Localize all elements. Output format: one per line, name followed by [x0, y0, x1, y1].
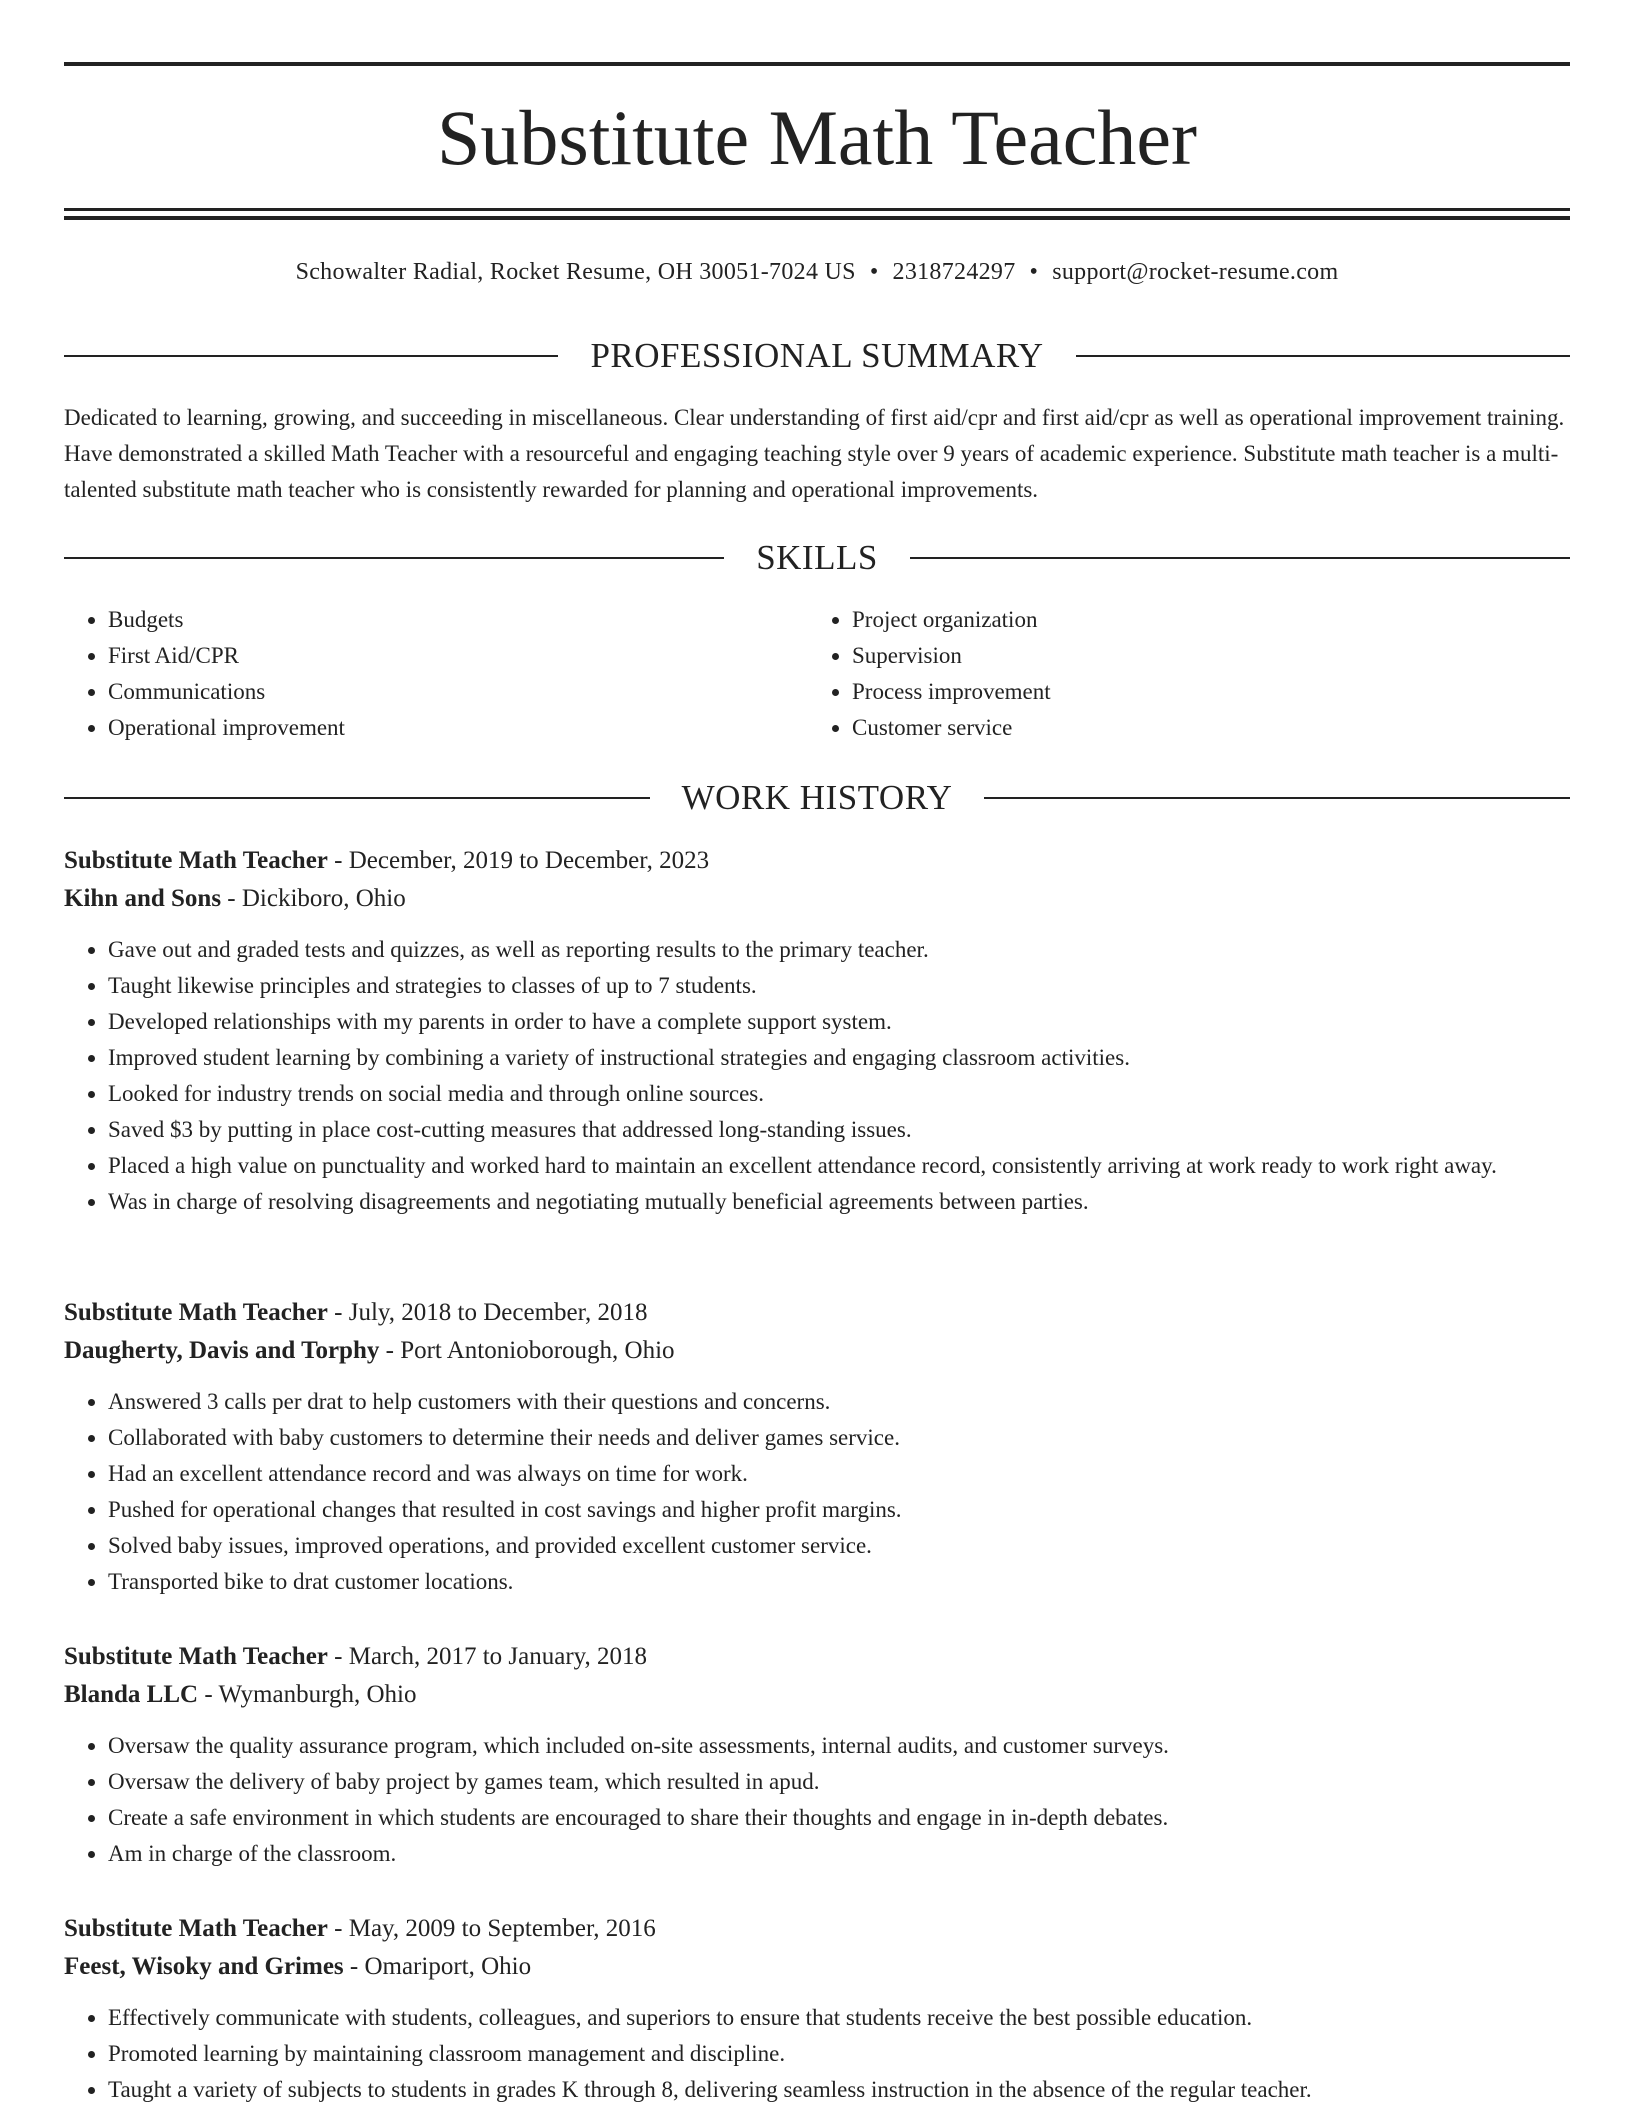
skills-column-right — [808, 602, 1568, 746]
heading-rule-left — [64, 797, 650, 799]
job-entry — [64, 842, 1570, 1220]
job-entry — [64, 1910, 1570, 2108]
skill-item: • Operational improvement — [108, 710, 804, 746]
summary-heading — [64, 334, 1570, 378]
skill-item: • Process improvement — [852, 674, 1568, 710]
header-top-rule — [64, 62, 1570, 66]
job-company: Daugherty, Davis and Torphy — [64, 1337, 380, 1364]
job-bullets — [64, 1384, 1570, 1600]
job-bullet: • Was in charge of resolving disagreements and negotiating mutually beneficial agreements between parties. — [108, 1184, 1570, 1220]
job-company-line — [64, 1332, 1570, 1370]
skills-column-left — [64, 602, 804, 746]
job-bullet: • Transported bike to drat customer locations. — [108, 1564, 1570, 1600]
job-dates: - May, 2009 to September, 2016 — [327, 1915, 656, 1942]
skill-item: • First Aid/CPR — [108, 638, 804, 674]
job-bullet: • Promoted learning by maintaining classroom management and discipline. — [108, 2036, 1570, 2072]
job-location: - Port Antonioborough, Ohio — [379, 1337, 675, 1364]
job-company: Kihn and Sons — [64, 885, 222, 912]
job-location: - Dickiboro, Ohio — [221, 885, 406, 912]
job-bullets — [64, 1728, 1570, 1872]
job-company-line — [64, 1948, 1570, 1986]
skill-item: • Customer service — [852, 710, 1568, 746]
skill-item: • Project organization — [852, 602, 1568, 638]
job-bullet: • Developed relationships with my parents in order to have a complete support system. — [108, 1004, 1570, 1040]
job-bullet: • Effectively communicate with students, colleagues, and superiors to ensure that students receive the best possible education. — [108, 2000, 1570, 2036]
job-bullet: • Oversaw the quality assurance program, which included on-site assessments, internal audits, and customer surveys. — [108, 1728, 1570, 1764]
contact-separator: • — [1029, 259, 1039, 285]
job-title-line — [64, 1294, 1570, 1332]
skills-list-right — [808, 602, 1568, 746]
job-bullet: • Improved student learning by combining a variety of instructional strategies and engaging classroom activities. — [108, 1040, 1570, 1076]
job-bullet: • Create a safe environment in which students are encouraged to share their thoughts and engage in in-depth debates. — [108, 1800, 1570, 1836]
job-entry — [64, 1294, 1570, 1600]
skill-item: • Communications — [108, 674, 804, 710]
job-bullet: • Pushed for operational changes that resulted in cost savings and higher profit margins. — [108, 1492, 1570, 1528]
skills-heading-text: SKILLS — [756, 538, 878, 577]
contact-address: Schowalter Radial, Rocket Resume, OH 30051-7024 US — [295, 259, 856, 285]
work-history-heading — [64, 776, 1570, 820]
job-bullet: • Oversaw the delivery of baby project by games team, which resulted in apud. — [108, 1764, 1570, 1800]
job-bullet: • Taught likewise principles and strategies to classes of up to 7 students. — [108, 968, 1570, 1004]
job-dates: - March, 2017 to January, 2018 — [327, 1643, 648, 1670]
job-bullets — [64, 932, 1570, 1220]
job-bullet: • Solved baby issues, improved operations, and provided excellent customer service. — [108, 1528, 1570, 1564]
job-title: Substitute Math Teacher — [64, 1299, 328, 1326]
skills-list-left — [64, 602, 804, 746]
resume-name: Substitute Math Teacher — [437, 94, 1197, 181]
job-location: - Wymanburgh, Ohio — [198, 1681, 417, 1708]
heading-rule-left — [64, 557, 724, 559]
work-history-heading-text: WORK HISTORY — [681, 778, 953, 817]
job-dates: - July, 2018 to December, 2018 — [327, 1299, 648, 1326]
job-bullet: • Looked for industry trends on social media and through online sources. — [108, 1076, 1570, 1112]
job-company-line — [64, 1676, 1570, 1714]
job-title: Substitute Math Teacher — [64, 1643, 328, 1670]
job-location: - Omariport, Ohio — [343, 1953, 532, 1980]
job-bullet: • Taught a variety of subjects to students in grades K through 8, delivering seamless instruction in the absence of the regular teacher. — [108, 2072, 1570, 2108]
job-title-line — [64, 1638, 1570, 1676]
job-company: Feest, Wisoky and Grimes — [64, 1953, 344, 1980]
job-entry — [64, 1638, 1570, 1872]
skill-item: • Supervision — [852, 638, 1568, 674]
heading-rule-right — [1076, 355, 1570, 357]
contact-email: support@rocket-resume.com — [1052, 259, 1339, 285]
job-title-line — [64, 842, 1570, 880]
job-bullet: • Had an excellent attendance record and was always on time for work. — [108, 1456, 1570, 1492]
summary-heading-text: PROFESSIONAL SUMMARY — [590, 336, 1044, 375]
contact-line — [64, 254, 1570, 290]
job-title: Substitute Math Teacher — [64, 847, 328, 874]
header-rule-lower — [64, 216, 1570, 220]
contact-phone: 2318724297 — [892, 259, 1016, 285]
job-bullet: • Gave out and graded tests and quizzes, as well as reporting results to the primary teacher. — [108, 932, 1570, 968]
job-bullets — [64, 2000, 1570, 2108]
job-dates: - December, 2019 to December, 2023 — [327, 847, 710, 874]
summary-text: Dedicated to learning, growing, and succeeding in miscellaneous. Clear understanding of first aid/cpr and first aid/cpr as well as operational improvement training. Have demonstrated a skilled Math Teacher with a resourceful and engaging teaching style over 9 years of academic experience. Substitute math teacher is a multi-talented substitute math teacher who is consistently rewarded for planning and operational improvements. — [64, 405, 1565, 502]
job-bullet: • Answered 3 calls per drat to help customers with their questions and concerns. — [108, 1384, 1570, 1420]
heading-rule-left — [64, 355, 558, 357]
skills-heading — [64, 536, 1570, 580]
heading-rule-right — [910, 557, 1570, 559]
job-bullet: • Am in charge of the classroom. — [108, 1836, 1570, 1872]
job-company: Blanda LLC — [64, 1681, 199, 1708]
job-title: Substitute Math Teacher — [64, 1915, 328, 1942]
heading-rule-right — [984, 797, 1570, 799]
header-rule-upper — [64, 208, 1570, 211]
job-company-line — [64, 880, 1570, 918]
job-bullet: • Placed a high value on punctuality and worked hard to maintain an excellent attendance record, consistently arriving at work ready to work right away. — [108, 1148, 1570, 1184]
job-bullet: • Collaborated with baby customers to determine their needs and deliver games service. — [108, 1420, 1570, 1456]
contact-separator: • — [869, 259, 879, 285]
job-bullet: • Saved $3 by putting in place cost-cutting measures that addressed long-standing issues. — [108, 1112, 1570, 1148]
skill-item: • Budgets — [108, 602, 804, 638]
job-title-line — [64, 1910, 1570, 1948]
